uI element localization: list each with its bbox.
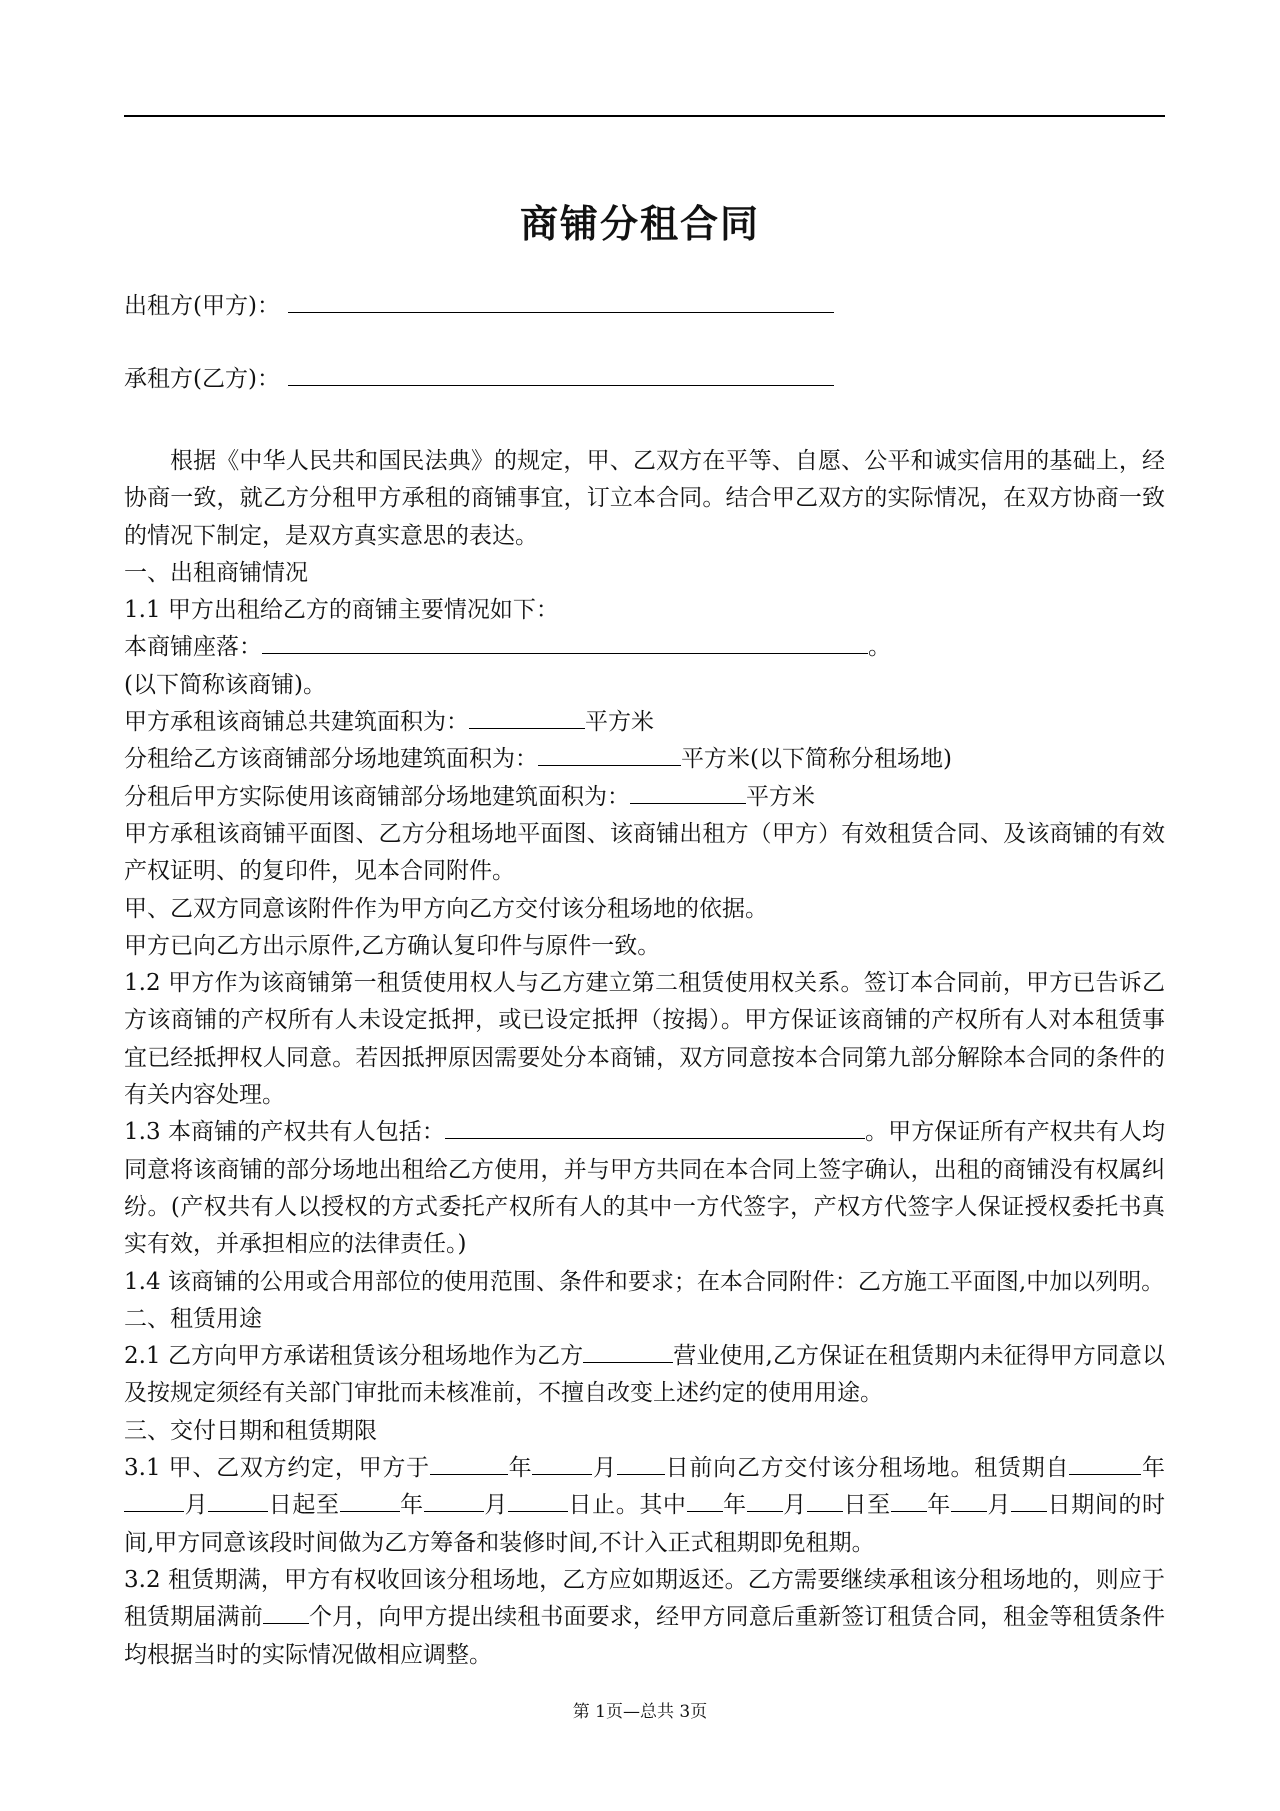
document-title: 商铺分租合同 [519,201,760,246]
clause-1-4: 1.4 该商铺的公用或合用部位的使用范围、条件和要求；在本合同附件：乙方施工平面图,中加以列明。 [124,1268,1165,1295]
clause-3-1-text: 年 [399,1492,424,1519]
clause-3-1-text: 月 [184,1492,209,1519]
clause-2-1-rest: 营业使用,乙方保证在租赁期内未征得甲方同意以及按规定须经有关部门审批而未核准前，不擅自改变上述约定的使用用途。 [124,1343,1165,1407]
start-month-blank [124,1489,184,1512]
clause-3-1-text: 年 [1141,1455,1166,1482]
total-area-line [124,704,1165,741]
lessor-line [124,288,834,323]
clause-2-1-lead: 2.1 乙方向甲方承诺租赁该分租场地作为乙方 [124,1343,584,1370]
free-start-day-blank [807,1489,843,1512]
delivery-year-blank [430,1452,508,1475]
clause-3-2 [124,1562,1165,1674]
section-3-heading: 三、交付日期和租赁期限 [124,1417,377,1444]
original-confirmation: 甲方已向乙方出示原件,乙方确认复印件与原件一致。 [124,932,661,959]
free-end-day-blank [1011,1489,1047,1512]
section-1-heading: 一、出租商铺情况 [124,559,308,586]
used-area-label: 分租后甲方实际使用该商铺部分场地建筑面积为： [124,783,630,810]
clause-3-1-text: 月 [782,1492,807,1519]
clause-3-1-text: 月 [592,1455,617,1482]
end-month-blank [424,1489,484,1512]
location-label: 本商铺座落： [124,634,262,661]
attachment-paragraph: 甲方承租该商铺平面图、乙方分租场地平面图、该商铺出租方（甲方）有效租赁合同、及该商铺的有效产权证明、的复印件，见本合同附件。 [124,820,1165,885]
clause-3-1-text: 月 [483,1492,508,1519]
clause-3-1-text: 月 [986,1492,1012,1519]
lessee-blank [288,361,834,386]
clause-3-1-text: 年 [507,1455,533,1482]
co-owner-blank [445,1116,865,1139]
intro-paragraph: 根据《中华人民共和国民法典》的规定，甲、乙双方在平等、自愿、公平和诚实信用的基础上，经协商一致，就乙方分租甲方承租的商铺事宜，订立本合同。结合甲乙双方的实际情况，在双方协商一致的情况下制定，是双方真实意思的表达。 [124,448,1165,549]
used-area-blank [630,781,746,804]
header-rule [124,115,1165,117]
delivery-day-blank [617,1452,665,1475]
clause-3-1-text: 年 [722,1492,747,1519]
total-area-blank [469,706,585,729]
end-year-blank [340,1489,400,1512]
clause-3-2-rest: 个月，向甲方提出续租书面要求，经甲方同意后重新签订租赁合同，租金等租赁条件均根据当时的实际情况做相应调整。 [124,1604,1166,1668]
sublease-area-unit: 平方米(以下简称分租场地) [681,746,952,773]
clause-1-1: 1.1 甲方出租给乙方的商铺主要情况如下： [124,597,559,624]
clause-1-2: 1.2 甲方作为该商铺第一租赁使用权人与乙方建立第二租赁使用权关系。签订本合同前，甲方已告诉乙方该商铺的产权所有人未设定抵押，或已设定抵押（按揭）。甲方保证该商铺的产权所有人对本租赁事宜已经抵押权人同意。若因抵押原因需要处分本商铺，双方同意按本合同第九部分解除本合同的条件的有关内容处理。 [124,970,1165,1109]
free-end-month-blank [951,1489,987,1512]
contract-body [124,443,1165,1674]
business-use-blank [583,1340,673,1363]
sublease-area-blank [538,743,681,766]
lessor-label: 出租方(甲方)： [124,293,280,319]
clause-3-1-text: 日起至 [268,1492,340,1519]
total-area-label: 甲方承租该商铺总共建筑面积为： [124,709,469,736]
section-2-heading: 二、租赁用途 [124,1305,262,1332]
location-blank [262,631,868,654]
location-end: 。 [868,634,891,661]
lessee-line [124,361,834,396]
end-day-blank [508,1489,568,1512]
clause-3-1 [124,1450,1165,1562]
clause-1-3-lead: 1.3 本商铺的产权共有人包括： [124,1119,445,1146]
clause-2-1 [124,1338,1165,1413]
renewal-months-blank [263,1601,309,1624]
clause-3-1-text: 日至 [842,1492,891,1519]
clause-3-1-text: 3.1 甲、乙双方约定，甲方于 [124,1455,430,1482]
location-line [124,629,1165,666]
free-start-month-blank [747,1489,783,1512]
free-end-year-blank [891,1489,927,1512]
page-footer: 第 1页—总共 3页 [572,1702,708,1722]
attachment-agreement: 甲、乙双方同意该附件作为甲方向乙方交付该分租场地的依据。 [124,895,768,922]
clause-3-2-lead: 3.2 租赁期满，甲方有权收回该分租场地，乙方应如期返还。乙方需要继续承租该分租场地的，则应于租赁期届满前 [124,1566,1165,1631]
clause-1-3 [124,1114,1165,1263]
lessee-label: 承租方(乙方)： [124,366,280,392]
delivery-month-blank [532,1452,592,1475]
free-start-year-blank [687,1489,723,1512]
clause-3-1-text: 日期间的时间,甲方同意该段时间做为乙方筹备和装修时间,不计入正式租期即免租期。 [124,1492,1165,1556]
clause-3-1-text: 日前向乙方交付该分租场地。租赁期自 [664,1455,1070,1482]
lessor-blank [288,288,834,313]
sublease-area-line [124,741,1165,778]
start-year-blank [1069,1452,1141,1475]
used-area-line [124,779,1165,816]
clause-1-3-rest: 。甲方保证所有产权共有人均同意将该商铺的部分场地出租给乙方使用，并与甲方共同在本合同上签字确认，出租的商铺没有权属纠纷。(产权共有人以授权的方式委托产权所有人的其中一方代签字，产权方代签字人保证授权委托书真实有效，并承担相应的法律责任。) [124,1119,1166,1258]
sublease-area-label: 分租给乙方该商铺部分场地建筑面积为： [124,746,538,773]
abbreviation-line: (以下简称该商铺)。 [124,671,326,698]
clause-3-1-text: 年 [926,1492,951,1519]
start-day-blank [208,1489,268,1512]
clause-3-1-text: 日止。其中 [567,1492,687,1519]
total-area-unit: 平方米 [585,709,654,736]
used-area-unit: 平方米 [746,783,815,810]
